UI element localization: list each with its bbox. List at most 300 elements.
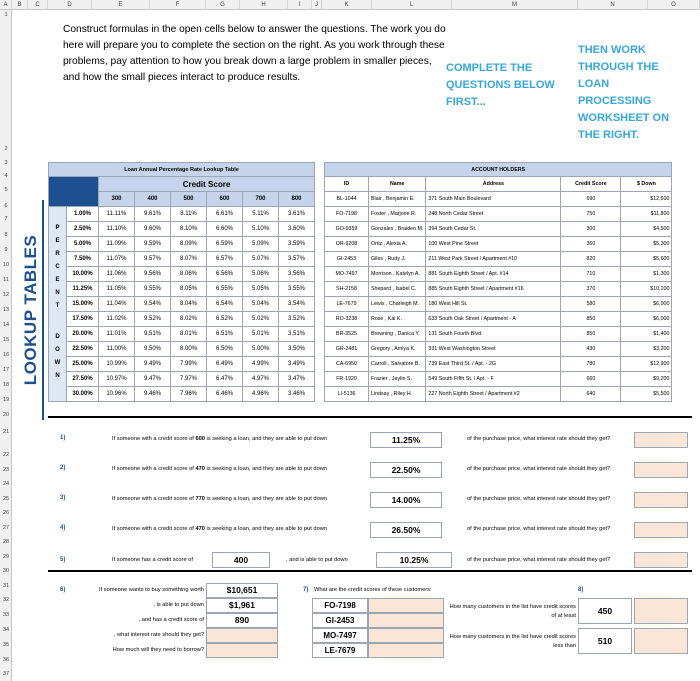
- rate-cell[interactable]: 5.06%: [243, 267, 279, 282]
- down-percent-cell[interactable]: 20.00%: [67, 327, 99, 342]
- row-header-15[interactable]: 15: [2, 337, 10, 343]
- rate-cell[interactable]: 6.55%: [207, 282, 243, 297]
- rate-cell[interactable]: 5.09%: [243, 237, 279, 252]
- row-header-12[interactable]: 12: [2, 292, 10, 298]
- account-header: Name: [369, 177, 426, 192]
- row-header-20[interactable]: 20: [2, 412, 10, 418]
- down-cell[interactable]: $3,200: [621, 342, 672, 357]
- id-cell[interactable]: GR-2481: [325, 342, 369, 357]
- rate-cell[interactable]: 7.99%: [171, 357, 207, 372]
- down-cell[interactable]: $5,500: [621, 387, 672, 402]
- question-answer-input[interactable]: [634, 462, 688, 478]
- q8-at-least-answer[interactable]: [634, 598, 688, 624]
- column-header-O[interactable]: O: [648, 0, 700, 10]
- name-cell[interactable]: Blair , Benjamin E.: [369, 192, 426, 207]
- down-percent-cell[interactable]: 17.50%: [67, 312, 99, 327]
- row-header-5[interactable]: 5: [4, 187, 8, 193]
- rate-cell[interactable]: 8.10%: [171, 222, 207, 237]
- id-cell[interactable]: OR-9208: [325, 237, 369, 252]
- table-row: [325, 327, 672, 342]
- credit-score-cell[interactable]: 430: [561, 342, 621, 357]
- q5-mid: , and is able to put down: [286, 557, 348, 563]
- q7-id-cell[interactable]: GI-2453: [312, 613, 368, 628]
- question-score: 600: [195, 436, 205, 442]
- rate-cell[interactable]: 3.54%: [279, 297, 315, 312]
- rate-cell[interactable]: 6.59%: [207, 237, 243, 252]
- rate-cell[interactable]: 9.56%: [135, 267, 171, 282]
- row-header-1[interactable]: 1: [4, 12, 8, 18]
- question-text-post: is seeking a loan, and they are able to put down: [204, 466, 328, 472]
- q5-down-cell[interactable]: 10.25%: [376, 552, 452, 568]
- q5-label: If someone has a credit score of: [112, 557, 193, 563]
- rate-cell[interactable]: 4.97%: [243, 372, 279, 387]
- name-cell[interactable]: Gregory , Amiya K.: [369, 342, 426, 357]
- rate-cell[interactable]: 3.50%: [279, 342, 315, 357]
- down-cell[interactable]: $6,000: [621, 312, 672, 327]
- column-header-K[interactable]: K: [322, 0, 372, 10]
- table-row: [325, 297, 672, 312]
- address-cell[interactable]: 394 South Cedar St.: [426, 222, 561, 237]
- q6-down-label: , is able to put down: [153, 602, 204, 608]
- row-header-30[interactable]: 30: [2, 568, 10, 574]
- row-header-24[interactable]: 24: [2, 481, 10, 487]
- credit-score-cell[interactable]: 370: [561, 282, 621, 297]
- credit-score-cell[interactable]: 820: [561, 252, 621, 267]
- column-header-H[interactable]: H: [240, 0, 288, 10]
- address-cell[interactable]: 739 East Third St. / Apt. - 2G: [426, 357, 561, 372]
- name-cell[interactable]: Rose , Kai K.: [369, 312, 426, 327]
- q8-less-than-answer[interactable]: [634, 628, 688, 654]
- row-header-19[interactable]: 19: [2, 397, 10, 403]
- rate-cell[interactable]: 9.46%: [135, 387, 171, 402]
- address-cell[interactable]: 633 South Oak Street / Apartment - A: [426, 312, 561, 327]
- rate-cell[interactable]: 5.04%: [243, 297, 279, 312]
- score-header: 600: [207, 192, 243, 207]
- credit-score-cell[interactable]: 300: [561, 222, 621, 237]
- rate-cell[interactable]: 8.09%: [171, 237, 207, 252]
- rate-cell[interactable]: 7.96%: [171, 387, 207, 402]
- question-answer-input[interactable]: [634, 522, 688, 538]
- account-header: $ Down: [621, 177, 672, 192]
- address-cell[interactable]: 131 South Fourth Blvd.: [426, 327, 561, 342]
- name-cell[interactable]: Carroll , Salvatore B.: [369, 357, 426, 372]
- rate-cell[interactable]: 5.02%: [243, 312, 279, 327]
- row-header-26[interactable]: 26: [2, 510, 10, 516]
- question-down-cell[interactable]: 22.50%: [370, 462, 442, 478]
- row-header-9[interactable]: 9: [4, 247, 8, 253]
- address-cell[interactable]: 331 West Washington Street: [426, 342, 561, 357]
- row-header-33[interactable]: 33: [2, 612, 10, 618]
- down-percent-cell[interactable]: 5.00%: [67, 237, 99, 252]
- question-number: 1): [60, 435, 66, 441]
- row-header-14[interactable]: 14: [2, 322, 10, 328]
- row-header-4[interactable]: 4: [4, 173, 8, 179]
- question-number: 4): [60, 525, 66, 531]
- score-header: 400: [135, 192, 171, 207]
- rate-cell[interactable]: 5.11%: [243, 207, 279, 222]
- percent-down-letter: W: [54, 359, 61, 366]
- down-cell[interactable]: $6,000: [621, 297, 672, 312]
- row-header-18[interactable]: 18: [2, 382, 10, 388]
- question-number: 2): [60, 465, 66, 471]
- rate-cell[interactable]: 3.59%: [279, 237, 315, 252]
- table-row: [325, 252, 672, 267]
- address-cell[interactable]: 180 West Hill St.: [426, 297, 561, 312]
- down-percent-cell[interactable]: 15.00%: [67, 297, 99, 312]
- down-percent-cell[interactable]: 25.00%: [67, 357, 99, 372]
- percent-down-letter: N: [55, 289, 60, 296]
- percent-down-letter: [51, 315, 64, 333]
- q8-less-than-cell[interactable]: 510: [578, 628, 632, 654]
- percent-down-label: [49, 207, 67, 402]
- rate-cell[interactable]: 3.55%: [279, 282, 315, 297]
- rate-cell[interactable]: 9.61%: [135, 207, 171, 222]
- rate-cell[interactable]: 5.00%: [243, 342, 279, 357]
- rate-cell[interactable]: 9.49%: [135, 357, 171, 372]
- credit-score-header: Credit Score: [99, 177, 315, 192]
- question-tail: of the purchase price, what interest rate should they get?: [467, 526, 611, 532]
- id-cell[interactable]: GI-2453: [325, 252, 369, 267]
- question-text-post: is seeking a loan, and they are able to put down: [204, 436, 328, 442]
- id-cell[interactable]: BL-1044: [325, 192, 369, 207]
- address-cell[interactable]: 227 North Eighth Street / Apartment #2: [426, 387, 561, 402]
- rate-cell[interactable]: 6.61%: [207, 207, 243, 222]
- rate-cell[interactable]: 11.06%: [99, 267, 135, 282]
- id-cell[interactable]: GO-9359: [325, 222, 369, 237]
- rate-cell[interactable]: 8.05%: [171, 282, 207, 297]
- down-cell[interactable]: $1,400: [621, 327, 672, 342]
- rate-cell[interactable]: 10.99%: [99, 357, 135, 372]
- account-holders-table: [324, 162, 672, 402]
- rate-cell[interactable]: 6.47%: [207, 372, 243, 387]
- rate-cell[interactable]: 8.06%: [171, 267, 207, 282]
- row-header-34[interactable]: 34: [2, 627, 10, 633]
- name-cell[interactable]: Ortiz , Alexia A.: [369, 237, 426, 252]
- table-row: [325, 192, 672, 207]
- name-cell[interactable]: Foster , Marjorie R.: [369, 207, 426, 222]
- account-header: ID: [325, 177, 369, 192]
- rate-cell[interactable]: 11.07%: [99, 252, 135, 267]
- percent-down-letter: T: [55, 302, 60, 309]
- down-percent-cell[interactable]: 30.00%: [67, 387, 99, 402]
- credit-score-cell[interactable]: 660: [561, 372, 621, 387]
- percent-down-letter: E: [55, 276, 60, 283]
- down-percent-cell[interactable]: 10.00%: [67, 267, 99, 282]
- row-header-2[interactable]: 2: [4, 146, 8, 152]
- address-cell[interactable]: 100 West Pine Street: [426, 237, 561, 252]
- name-cell[interactable]: Lewis , Charleigh M.: [369, 297, 426, 312]
- down-cell[interactable]: $12,600: [621, 192, 672, 207]
- row-header-3[interactable]: 3: [4, 160, 8, 166]
- rate-cell[interactable]: 3.47%: [279, 372, 315, 387]
- rate-cell[interactable]: 6.57%: [207, 252, 243, 267]
- q7-number: 7): [303, 587, 309, 593]
- complete-note: COMPLETE THE QUESTIONS BELOW FIRST...: [446, 62, 555, 108]
- rate-cell[interactable]: 3.49%: [279, 357, 315, 372]
- question-score: 470: [195, 466, 205, 472]
- rate-cell[interactable]: 3.60%: [279, 222, 315, 237]
- table-row: [325, 387, 672, 402]
- row-header-32[interactable]: 32: [2, 597, 10, 603]
- address-cell[interactable]: 881 South Eighth Street / Apt. #14: [426, 267, 561, 282]
- rate-cell[interactable]: 7.97%: [171, 372, 207, 387]
- rate-cell[interactable]: 8.04%: [171, 297, 207, 312]
- credit-score-cell[interactable]: 640: [561, 387, 621, 402]
- rate-cell[interactable]: 11.09%: [99, 237, 135, 252]
- down-cell[interactable]: $4,500: [621, 222, 672, 237]
- rate-lookup-table: [48, 162, 315, 402]
- q6-borrow-input[interactable]: [206, 643, 278, 658]
- rate-cell[interactable]: 8.07%: [171, 252, 207, 267]
- question-score: 770: [195, 496, 205, 502]
- account-header: Credit Score: [561, 177, 621, 192]
- address-cell[interactable]: 248 North Cedar Street: [426, 207, 561, 222]
- rate-cell[interactable]: 6.56%: [207, 267, 243, 282]
- credit-score-cell[interactable]: 850: [561, 327, 621, 342]
- rate-cell[interactable]: 11.04%: [99, 297, 135, 312]
- rate-cell[interactable]: 6.54%: [207, 297, 243, 312]
- id-cell[interactable]: FR-1920: [325, 372, 369, 387]
- column-header-L[interactable]: L: [372, 0, 452, 10]
- column-header-M[interactable]: M: [452, 0, 578, 10]
- rate-cell[interactable]: 3.61%: [279, 207, 315, 222]
- rate-cell[interactable]: 9.54%: [135, 297, 171, 312]
- credit-score-cell[interactable]: 360: [561, 237, 621, 252]
- q7-id-cell[interactable]: LE-7679: [312, 643, 368, 658]
- row-header-13[interactable]: 13: [2, 307, 10, 313]
- row-header-17[interactable]: 17: [2, 367, 10, 373]
- down-cell[interactable]: $12,900: [621, 357, 672, 372]
- column-header-A[interactable]: A: [0, 0, 12, 10]
- q6-label: If someone wants to buy something worth: [99, 587, 204, 593]
- rate-cell[interactable]: 9.51%: [135, 327, 171, 342]
- rate-cell[interactable]: 11.00%: [99, 342, 135, 357]
- row-header-36[interactable]: 36: [2, 657, 10, 663]
- rate-table-title: Loan Annual Percentage Rate Lookup Table: [49, 163, 315, 177]
- q7-id-cell[interactable]: FO-7198: [312, 598, 368, 613]
- rate-cell[interactable]: 3.46%: [279, 387, 315, 402]
- credit-score-cell[interactable]: 780: [561, 357, 621, 372]
- question-text-pre: If someone with a credit score of: [112, 496, 196, 502]
- credit-score-cell[interactable]: 690: [561, 192, 621, 207]
- rate-cell[interactable]: 11.01%: [99, 327, 135, 342]
- down-cell[interactable]: $5,300: [621, 237, 672, 252]
- address-cell[interactable]: 549 South Fifth St. / Apt. - F: [426, 372, 561, 387]
- question-tail: of the purchase price, what interest rate should they get?: [467, 436, 611, 442]
- id-cell[interactable]: RO-3238: [325, 312, 369, 327]
- column-header-J[interactable]: J: [312, 0, 322, 10]
- rate-cell[interactable]: 5.01%: [243, 327, 279, 342]
- q6-borrow-label: How much will they need to borrow?: [112, 647, 204, 653]
- row-header-29[interactable]: 29: [2, 554, 10, 560]
- percent-down-letter: R: [55, 250, 60, 257]
- question-text-pre: If someone with a credit score of: [112, 466, 196, 472]
- rate-cell[interactable]: 9.55%: [135, 282, 171, 297]
- rate-cell[interactable]: 10.97%: [99, 372, 135, 387]
- id-cell[interactable]: BR-3525: [325, 327, 369, 342]
- intro-text: Construct formulas in the open cells below to answer the questions. The work you do here will prepare you to complete the section on the right. As you work through these problems, pay attention to how you break down a large problem in smaller pieces, and how the small pieces interact to produce results.: [63, 24, 446, 83]
- row-header-22[interactable]: 22: [2, 452, 10, 458]
- q5-answer-input[interactable]: [634, 552, 688, 568]
- rate-cell[interactable]: 5.10%: [243, 222, 279, 237]
- rate-cell[interactable]: 3.52%: [279, 312, 315, 327]
- down-cell[interactable]: $1,300: [621, 267, 672, 282]
- row-header-8[interactable]: 8: [4, 232, 8, 238]
- down-percent-cell[interactable]: 11.25%: [67, 282, 99, 297]
- row-header-11[interactable]: 11: [3, 277, 9, 283]
- row-header-16[interactable]: 16: [2, 352, 10, 358]
- rate-cell[interactable]: 10.96%: [99, 387, 135, 402]
- q6-worth-cell[interactable]: $10,651: [206, 583, 278, 598]
- rate-cell[interactable]: 3.57%: [279, 252, 315, 267]
- rate-cell[interactable]: 6.49%: [207, 357, 243, 372]
- q7-score-input[interactable]: [368, 613, 444, 628]
- row-header-6[interactable]: 6: [4, 203, 8, 209]
- rate-cell[interactable]: 9.50%: [135, 342, 171, 357]
- question-down-cell[interactable]: 11.25%: [370, 432, 442, 448]
- rate-cell[interactable]: 5.05%: [243, 282, 279, 297]
- table-row: [325, 342, 672, 357]
- rate-cell[interactable]: 6.52%: [207, 312, 243, 327]
- rate-cell[interactable]: 9.59%: [135, 237, 171, 252]
- rate-cell[interactable]: 5.07%: [243, 252, 279, 267]
- down-percent-cell[interactable]: 22.50%: [67, 342, 99, 357]
- row-header-25[interactable]: 25: [2, 496, 10, 502]
- question-answer-input[interactable]: [634, 432, 688, 448]
- name-cell[interactable]: Morrison , Katelyn A.: [369, 267, 426, 282]
- q8-at-least-cell[interactable]: 450: [578, 598, 632, 624]
- down-cell[interactable]: $11,800: [621, 207, 672, 222]
- q6-down-cell[interactable]: $1,961: [206, 598, 278, 613]
- percent-down-letter: O: [55, 346, 60, 353]
- table-row: [325, 237, 672, 252]
- column-header-F[interactable]: F: [150, 0, 206, 10]
- credit-score-cell[interactable]: 850: [561, 312, 621, 327]
- q7-score-input[interactable]: [368, 598, 444, 613]
- q7-score-input[interactable]: [368, 628, 444, 643]
- down-cell[interactable]: $5,600: [621, 252, 672, 267]
- down-percent-cell[interactable]: 7.50%: [67, 252, 99, 267]
- column-header-E[interactable]: E: [92, 0, 150, 10]
- row-header-10[interactable]: 10: [2, 262, 10, 268]
- q6-credit-cell[interactable]: 890: [206, 613, 278, 628]
- rate-cell[interactable]: 4.96%: [243, 387, 279, 402]
- question-text: [112, 466, 327, 472]
- q7-score-input[interactable]: [368, 643, 444, 658]
- id-cell[interactable]: CA-6950: [325, 357, 369, 372]
- question-answer-input[interactable]: [634, 492, 688, 508]
- column-header-C[interactable]: C: [28, 0, 48, 10]
- rate-cell[interactable]: 3.56%: [279, 267, 315, 282]
- table-row: [325, 282, 672, 297]
- rate-cell[interactable]: 8.01%: [171, 327, 207, 342]
- rate-cell[interactable]: 8.02%: [171, 312, 207, 327]
- credit-score-cell[interactable]: 710: [561, 267, 621, 282]
- column-header-G[interactable]: G: [206, 0, 240, 10]
- q6-rate-input[interactable]: [206, 628, 278, 643]
- down-percent-cell[interactable]: 27.50%: [67, 372, 99, 387]
- q6-credit-label: , and has a credit score of: [138, 617, 204, 623]
- row-header-37[interactable]: 37: [2, 671, 10, 677]
- down-cell[interactable]: $9,200: [621, 372, 672, 387]
- score-header: 800: [279, 192, 315, 207]
- rate-cell[interactable]: 9.52%: [135, 312, 171, 327]
- row-header-28[interactable]: 28: [2, 539, 10, 545]
- name-cell[interactable]: Gonzales , Braiden M.: [369, 222, 426, 237]
- credit-score-cell[interactable]: 580: [561, 297, 621, 312]
- credit-score-cell[interactable]: 750: [561, 207, 621, 222]
- row-header-31[interactable]: 31: [2, 583, 10, 589]
- column-header-B[interactable]: B: [12, 0, 28, 10]
- q7-label: What are the credit scores of these customers:: [314, 587, 432, 593]
- name-cell[interactable]: Lindsay , Riley H.: [369, 387, 426, 402]
- rate-cell[interactable]: 6.51%: [207, 327, 243, 342]
- row-header-23[interactable]: 23: [2, 467, 10, 473]
- row-header-7[interactable]: 7: [4, 216, 8, 222]
- down-percent-cell[interactable]: 1.00%: [67, 207, 99, 222]
- section-divider-2: [48, 570, 692, 572]
- down-percent-cell[interactable]: 2.50%: [67, 222, 99, 237]
- rate-cell[interactable]: 6.50%: [207, 342, 243, 357]
- q6-number: 6): [60, 587, 66, 593]
- name-cell[interactable]: Frazier , Jaylin S.: [369, 372, 426, 387]
- name-cell[interactable]: Giles , Rudy J.: [369, 252, 426, 267]
- column-header-I[interactable]: I: [288, 0, 312, 10]
- q8-number: 8): [578, 587, 584, 593]
- rate-cell[interactable]: 6.60%: [207, 222, 243, 237]
- rate-cell[interactable]: 8.00%: [171, 342, 207, 357]
- table-row: [325, 222, 672, 237]
- rate-cell[interactable]: 11.05%: [99, 282, 135, 297]
- address-cell[interactable]: 885 South Eighth Street / Apartment #16: [426, 282, 561, 297]
- row-header-21[interactable]: 21: [2, 429, 10, 435]
- row-header-27[interactable]: 27: [2, 525, 10, 531]
- question-text-pre: If someone with a credit score of: [112, 526, 196, 532]
- question-down-cell[interactable]: 26.50%: [370, 522, 442, 538]
- column-header-D[interactable]: D: [48, 0, 92, 10]
- name-cell[interactable]: Browning , Danica Y.: [369, 327, 426, 342]
- name-cell[interactable]: Shepard , Isabel C.: [369, 282, 426, 297]
- rate-cell[interactable]: 6.46%: [207, 387, 243, 402]
- column-header-N[interactable]: N: [578, 0, 648, 10]
- rate-cell[interactable]: 4.99%: [243, 357, 279, 372]
- id-cell[interactable]: LE-7679: [325, 297, 369, 312]
- id-cell[interactable]: LI-5136: [325, 387, 369, 402]
- row-header-35[interactable]: 35: [2, 642, 10, 648]
- table-row: [325, 357, 672, 372]
- id-cell[interactable]: FO-7198: [325, 207, 369, 222]
- rate-cell[interactable]: 11.02%: [99, 312, 135, 327]
- address-cell[interactable]: 371 South Main Boulevard: [426, 192, 561, 207]
- rate-cell[interactable]: 3.51%: [279, 327, 315, 342]
- address-cell[interactable]: 211 West Park Street / Apartment #10: [426, 252, 561, 267]
- question-text: [112, 496, 327, 502]
- q5-score-cell[interactable]: 400: [212, 552, 270, 568]
- percent-down-letter: C: [55, 263, 60, 270]
- rate-cell[interactable]: 9.47%: [135, 372, 171, 387]
- question-down-cell[interactable]: 14.00%: [370, 492, 442, 508]
- rate-cell[interactable]: 11.10%: [99, 222, 135, 237]
- id-cell[interactable]: SH-2158: [325, 282, 369, 297]
- q7-id-cell[interactable]: MO-7497: [312, 628, 368, 643]
- id-cell[interactable]: MO-7497: [325, 267, 369, 282]
- rate-cell[interactable]: 9.60%: [135, 222, 171, 237]
- rate-cell[interactable]: 11.11%: [99, 207, 135, 222]
- rate-cell[interactable]: 9.57%: [135, 252, 171, 267]
- rate-cell[interactable]: 8.11%: [171, 207, 207, 222]
- down-cell[interactable]: $10,100: [621, 282, 672, 297]
- percent-down-letter: D: [55, 333, 60, 340]
